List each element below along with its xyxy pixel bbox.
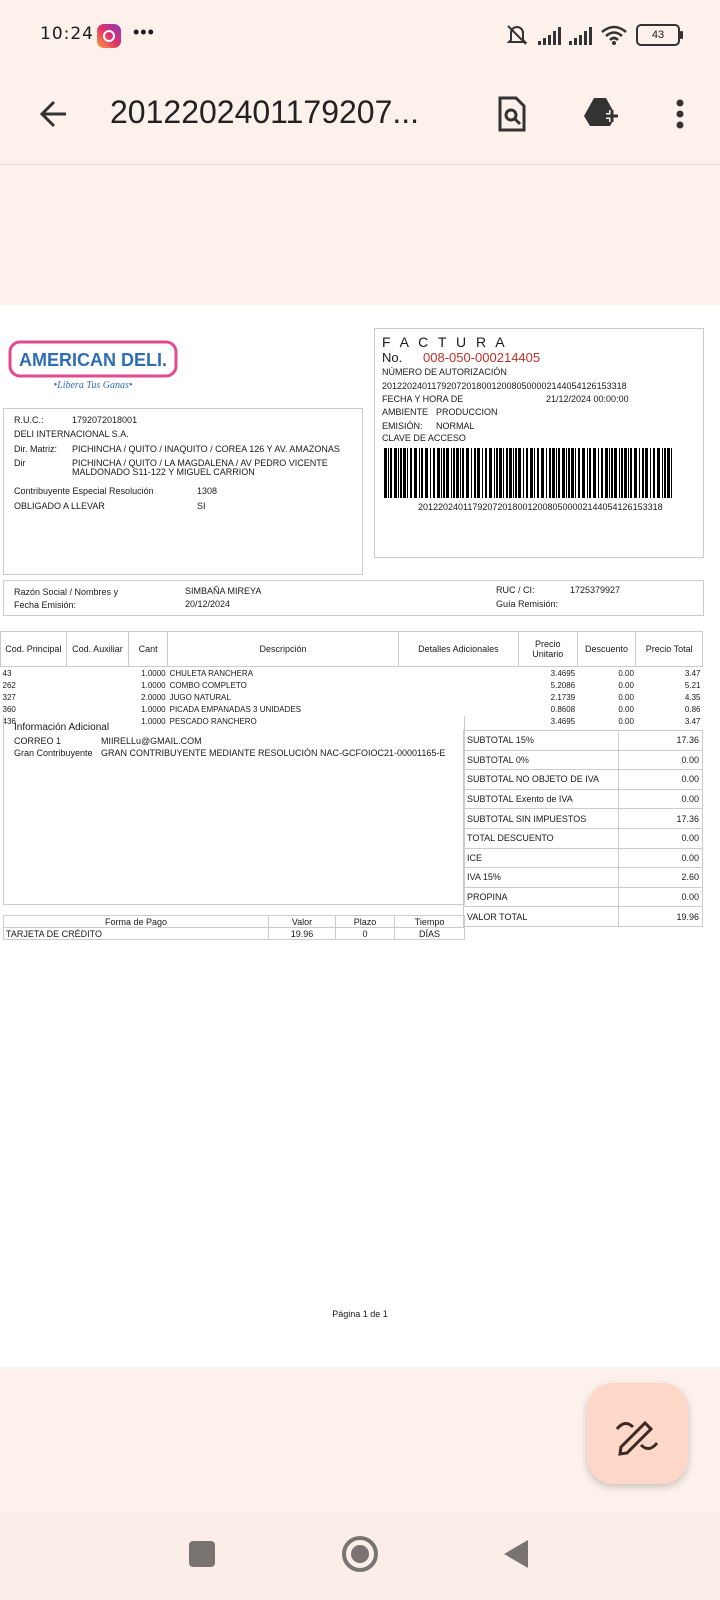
totals-label: IVA 15%: [464, 868, 619, 887]
item-code: 43: [2, 668, 12, 678]
totals-label: SUBTOTAL 0%: [464, 751, 619, 770]
barcode-bar: [662, 448, 663, 498]
item-cod-aux: [66, 703, 129, 715]
barcode-bar: [537, 448, 539, 498]
signal-1-icon: [538, 25, 561, 45]
document-title: 2012202401179207...: [110, 94, 420, 130]
totals-value: 17.36: [676, 813, 699, 824]
item-precio: 5.2086: [550, 680, 576, 690]
auth-label: NÚMERO DE AUTORIZACIÓN: [382, 367, 507, 377]
doc-type: F A C T U R A: [382, 334, 508, 350]
item-detalles: [398, 691, 518, 703]
status-bar: [0, 0, 720, 72]
pay-plazo: 0: [336, 928, 395, 940]
totals-value: 0.00: [681, 794, 699, 805]
col-precio-unitario: [518, 632, 577, 667]
dir-label: Dir: [14, 458, 26, 468]
barcode-bar: [474, 448, 476, 498]
barcode-bar: [513, 448, 514, 498]
item-cant: 2.0000: [141, 692, 166, 702]
clock: 10:24: [40, 24, 94, 44]
barcode-bar: [523, 448, 524, 498]
barcode-bar: [471, 448, 472, 498]
search-document-icon[interactable]: [492, 94, 532, 134]
info-box: [3, 716, 465, 905]
navigation-bar: [0, 1512, 720, 1600]
col-descripcion: Descripción: [168, 632, 399, 667]
razon-value: SIMBAÑA MIREYA: [185, 586, 262, 596]
pay-plazo-header: Plazo: [336, 916, 395, 928]
instagram-notification-icon: [97, 24, 121, 48]
barcode-bar: [593, 448, 596, 498]
barcode-bar: [611, 448, 613, 498]
barcode-bar: [451, 448, 452, 498]
fecha-value: 21/12/2024 00:00:00: [546, 394, 629, 404]
number-label: No.: [382, 350, 403, 365]
barcode-bar: [419, 448, 420, 498]
clave-number: 2012202401179207201800120080500002144054126153318: [418, 502, 663, 512]
barcode-bar: [549, 448, 551, 498]
pay-tiempo-header: Tiempo: [395, 916, 465, 928]
totals-value: 2.60: [681, 872, 699, 883]
barcode-bar: [456, 448, 459, 498]
barcode-bar: [430, 448, 431, 498]
barcode-bar: [425, 448, 428, 498]
svg-text:•Libera Tus Ganas•: •Libera Tus Ganas•: [53, 380, 133, 391]
pay-forma: TARJETA DE CRÉDITO: [4, 928, 269, 940]
col-precio-1: Precio: [535, 639, 561, 649]
barcode-bar: [477, 448, 480, 498]
barcode-bar: [628, 448, 629, 498]
item-detalles: [398, 679, 518, 691]
totals-row: [463, 790, 703, 810]
barcode-bar: [384, 448, 387, 498]
col-precio-total: Precio Total: [636, 632, 703, 667]
nav-home-icon[interactable]: [340, 1534, 380, 1574]
barcode-bar: [509, 448, 512, 498]
barcode-bar: [462, 448, 464, 498]
totals-label: PROPINA: [464, 888, 619, 907]
barcode-bar: [390, 448, 392, 498]
item-total: 3.47: [684, 668, 701, 678]
barcode-bar: [398, 448, 399, 498]
pay-valor-header: Valor: [269, 916, 336, 928]
item-descuento: 0.00: [618, 692, 634, 702]
barcode-bar: [566, 448, 567, 498]
payment-row: [4, 928, 465, 940]
item-total: 5.21: [684, 680, 701, 690]
item-descuento: 0.00: [618, 704, 634, 714]
barcode-bar: [664, 448, 666, 498]
item-precio: 3.4695: [550, 668, 576, 678]
totals-row: [463, 770, 703, 790]
barcode-bar: [414, 448, 417, 498]
barcode-bar: [556, 448, 557, 498]
barcode-bar: [496, 448, 498, 498]
table-header-row: [1, 632, 703, 667]
barcode-bar: [482, 448, 483, 498]
barcode-bar: [433, 448, 435, 498]
item-desc: PESCADO RANCHERO: [169, 716, 257, 726]
item-cant: 1.0000: [141, 668, 166, 678]
totals-value: 17.36: [676, 735, 699, 746]
item-cant: 1.0000: [141, 716, 166, 726]
obligado-label: OBLIGADO A LLEVAR: [14, 501, 105, 511]
barcode-bar: [601, 448, 603, 498]
nav-back-icon[interactable]: [502, 1538, 530, 1570]
barcode-bar: [400, 448, 402, 498]
especial-label: Contribuyente Especial Resolución: [14, 486, 154, 496]
battery-icon: 43: [636, 24, 680, 46]
item-descuento: 0.00: [618, 668, 634, 678]
barcode-bar: [530, 448, 533, 498]
barcode-bar: [526, 448, 528, 498]
barcode-bar: [489, 448, 492, 498]
dir-value-1: PICHINCHA / QUITO / LA MAGDALENA / AV PEDRO VICENTE: [72, 458, 328, 468]
payment-header-row: [4, 916, 465, 928]
guia-label: Guía Remisión:: [496, 599, 559, 609]
item-descuento: 0.00: [618, 716, 634, 726]
item-code: 327: [2, 692, 16, 702]
totals-row: [463, 751, 703, 771]
company-name: DELI INTERNACIONAL S.A.: [14, 429, 129, 439]
totals-label: SUBTOTAL NO OBJETO DE IVA: [464, 770, 619, 789]
item-cod-aux: [66, 667, 129, 680]
item-detalles: [398, 703, 518, 715]
totals-value: 0.00: [681, 852, 699, 863]
barcode-bar: [671, 448, 672, 498]
barcode-bar: [394, 448, 397, 498]
totals-row: [463, 829, 703, 849]
item-precio: 2.1739: [550, 692, 576, 702]
item-cod-aux: [66, 679, 129, 691]
barcode-bar: [485, 448, 487, 498]
table-row: [1, 703, 703, 715]
clave-label: CLAVE DE ACCESO: [382, 433, 466, 443]
totals-label: SUBTOTAL Exento de IVA: [464, 790, 619, 809]
item-cod-aux: [66, 691, 129, 703]
info-title: Información Adicional: [14, 722, 110, 733]
especial-value: 1308: [197, 486, 218, 496]
col-cod-principal: Cod. Principal: [1, 632, 67, 667]
wifi-icon: [600, 24, 628, 46]
barcode-bar: [575, 448, 576, 498]
barcode-bar: [650, 448, 651, 498]
ruc-ci-value: 1725379927: [570, 585, 621, 595]
ruc-label: R.U.C.:: [14, 415, 44, 425]
barcode-bar: [571, 448, 574, 498]
item-code: 262: [2, 680, 16, 690]
totals-label: TOTAL DESCUENTO: [464, 829, 619, 848]
barcode-bar: [630, 448, 632, 498]
totals-value: 0.00: [681, 754, 699, 765]
gran-label: Gran Contribuyente: [14, 748, 93, 758]
barcode-bar: [645, 448, 648, 498]
more-notifications-icon: •••: [133, 22, 155, 42]
matriz-value: PICHINCHA / QUITO / INAQUITO / COREA 126 Y AV. AMAZONAS: [72, 444, 340, 454]
item-precio: 3.4695: [550, 716, 576, 726]
obligado-value: SI: [197, 501, 206, 511]
item-descuento: 0.00: [618, 680, 634, 690]
barcode-bar: [639, 448, 640, 498]
item-detalles: [398, 667, 518, 680]
totals-label: SUBTOTAL 15%: [464, 731, 619, 750]
barcode-bar: [605, 448, 608, 498]
barcode-bar: [541, 448, 544, 498]
ruc-value: 1792072018001: [72, 415, 138, 425]
barcode-bar: [568, 448, 570, 498]
edit-fab-button[interactable]: [587, 1383, 688, 1484]
fecha-label: FECHA Y HORA DE: [382, 394, 464, 404]
item-total: 0.86: [684, 704, 701, 714]
totals-row: [463, 907, 703, 927]
pdf-page[interactable]: [0, 305, 720, 1367]
barcode-bar: [460, 448, 461, 498]
barcode-bar: [634, 448, 637, 498]
item-code: 360: [2, 704, 16, 714]
payment-table: [3, 915, 465, 940]
barcode-bar: [552, 448, 555, 498]
totals-value: 0.00: [681, 774, 699, 785]
totals-value: 0.00: [681, 833, 699, 844]
item-total: 4.35: [684, 692, 701, 702]
totals-table: [463, 730, 703, 927]
razon-label: Razón Social / Nombres y: [14, 587, 119, 597]
item-desc: JUGO NATURAL: [169, 692, 231, 702]
barcode-bar: [466, 448, 469, 498]
barcode-bar: [642, 448, 644, 498]
barcode-bar: [587, 448, 588, 498]
items-table: [0, 631, 703, 727]
american-deli-logo: [8, 340, 178, 394]
barcode-bar: [657, 448, 660, 498]
barcode-bar: [589, 448, 591, 498]
invoice-number: 008-050-000214405: [423, 350, 541, 365]
col-detalles: Detalles Adicionales: [398, 632, 518, 667]
barcode-bar: [503, 448, 504, 498]
dir-value-2: MALDONADO S11-122 Y MIGUEL CARRION: [72, 467, 255, 477]
barcode-bar: [667, 448, 670, 498]
auth-number: 2012202401179207201800120080500002144054126153318: [382, 381, 627, 391]
barcode-bar: [653, 448, 655, 498]
svg-text:AMERICAN DELI.: AMERICAN DELI.: [19, 350, 167, 370]
table-row: [1, 667, 703, 680]
barcode-bar: [388, 448, 389, 498]
page-number: Página 1 de 1: [332, 1309, 388, 1319]
item-desc: CHULETA RANCHERA: [169, 668, 254, 678]
barcode-bar: [558, 448, 560, 498]
barcode-bar: [443, 448, 445, 498]
totals-row: [463, 849, 703, 869]
barcode-bar: [407, 448, 408, 498]
barcode-bar: [609, 448, 610, 498]
correo-value: MIIRELLu@GMAIL.COM: [101, 736, 202, 746]
bell-muted-icon: [504, 22, 530, 48]
barcode-bar: [562, 448, 565, 498]
emision-label: EMISIÓN:: [382, 421, 423, 431]
more-vert-icon[interactable]: [660, 94, 700, 134]
barcode-bar: [453, 448, 455, 498]
fecha-emision-label: Fecha Emisión:: [14, 600, 77, 610]
barcode-bar: [446, 448, 449, 498]
totals-row: [463, 868, 703, 888]
pay-tiempo: DÍAS: [395, 928, 465, 940]
barcode-bar: [494, 448, 495, 498]
fecha-emision-value: 20/12/2024: [185, 599, 231, 609]
barcode: [384, 448, 676, 498]
barcode-bar: [619, 448, 620, 498]
pay-valor: 19.96: [269, 928, 336, 940]
barcode-bar: [614, 448, 617, 498]
totals-row: [463, 888, 703, 908]
item-code: 436: [2, 716, 16, 726]
col-descuento: Descuento: [577, 632, 636, 667]
item-cant: 1.0000: [141, 680, 166, 690]
barcode-bar: [506, 448, 508, 498]
table-row: [1, 679, 703, 691]
correo-label: CORREO 1: [14, 736, 62, 746]
barcode-bar: [421, 448, 423, 498]
app-bar: [0, 72, 720, 165]
totals-value: 0.00: [681, 892, 699, 903]
barcode-bar: [578, 448, 580, 498]
barcode-bar: [518, 448, 521, 498]
ambiente-label: AMBIENTE: [382, 407, 429, 417]
barcode-bar: [499, 448, 502, 498]
totals-label: ICE: [464, 849, 619, 868]
barcode-bar: [441, 448, 442, 498]
barcode-bar: [546, 448, 547, 498]
totals-row: [463, 730, 703, 751]
totals-row: [463, 809, 703, 829]
totals-label: SUBTOTAL SIN IMPUESTOS: [464, 809, 619, 828]
col-cant: Cant: [129, 632, 168, 667]
pay-forma-header: Forma de Pago: [4, 916, 269, 928]
item-total: 3.47: [684, 716, 701, 726]
col-cod-auxiliar: Cod. Auxiliar: [66, 632, 129, 667]
ruc-ci-label: RUC / CI:: [496, 585, 535, 595]
barcode-bar: [621, 448, 623, 498]
col-precio-2: Unitario: [532, 649, 564, 659]
barcode-bar: [624, 448, 627, 498]
barcode-bar: [437, 448, 440, 498]
item-precio: 0.8608: [550, 704, 576, 714]
matriz-label: Dir. Matriz:: [14, 444, 58, 454]
nav-recent-icon[interactable]: [189, 1541, 215, 1567]
barcode-bar: [598, 448, 599, 498]
table-row: [1, 691, 703, 703]
totals-label: VALOR TOTAL: [464, 907, 619, 926]
ambiente-value: PRODUCCION: [436, 407, 498, 417]
barcode-bar: [534, 448, 535, 498]
gran-value: GRAN CONTRIBUYENTE MEDIANTE RESOLUCIÓN NAC-GCFOIOC21-00001165-E: [101, 748, 446, 758]
drive-add-icon[interactable]: [580, 94, 620, 134]
item-cant: 1.0000: [141, 704, 166, 714]
signal-2-icon: [569, 25, 592, 45]
barcode-bar: [403, 448, 406, 498]
edit-pen-icon: [587, 1383, 688, 1484]
barcode-bar: [515, 448, 517, 498]
back-arrow-icon[interactable]: [32, 94, 72, 134]
emision-value: NORMAL: [436, 421, 475, 431]
totals-value: 19.96: [676, 911, 699, 922]
barcode-bar: [582, 448, 585, 498]
item-desc: COMBO COMPLETO: [169, 680, 247, 690]
item-desc: PICADA EMPANADAS 3 UNIDADES: [169, 704, 302, 714]
barcode-bar: [410, 448, 412, 498]
